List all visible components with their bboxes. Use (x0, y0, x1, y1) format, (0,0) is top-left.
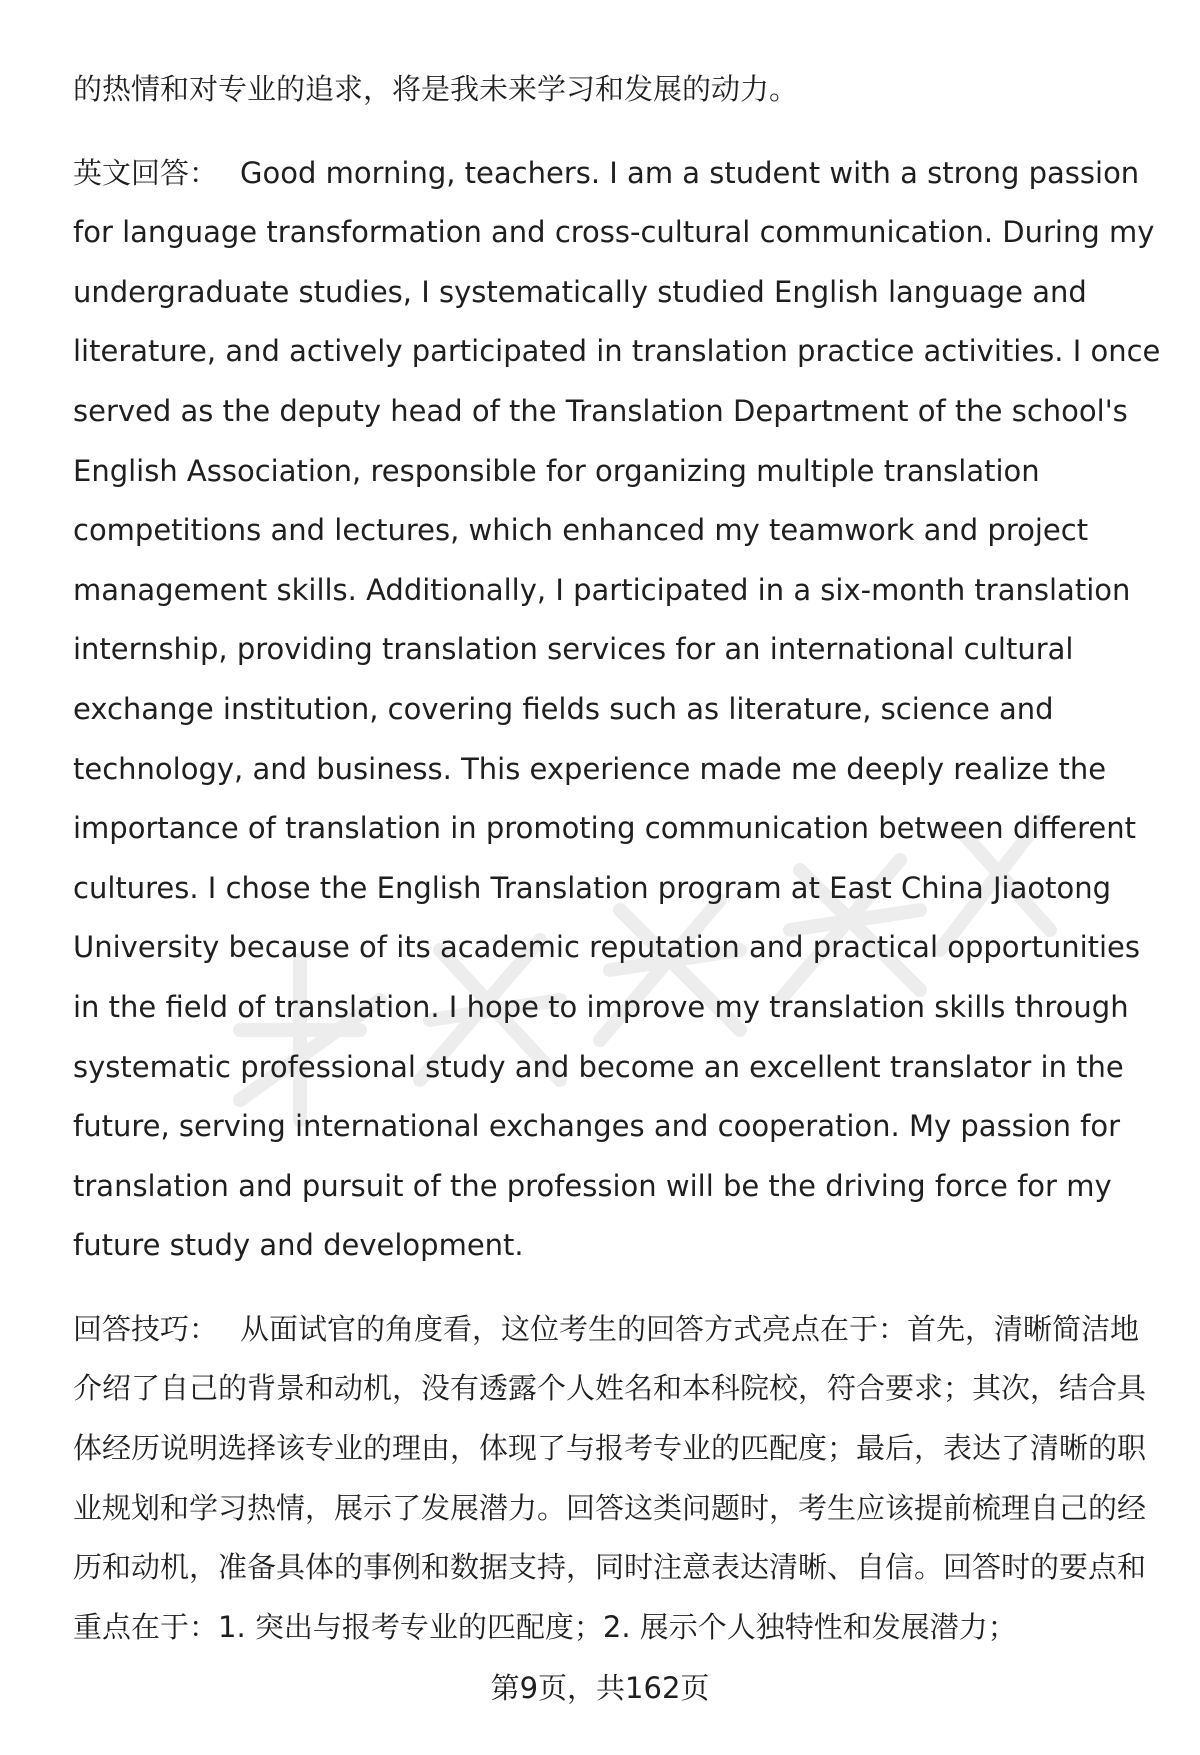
english-answer-paragraph (73, 144, 1163, 1276)
english-answer-label: 英文回答： (73, 155, 219, 190)
intro-tail-paragraph: 的热情和对专业的追求，将是我未来学习和发展的动力。 (73, 72, 799, 106)
english-answer-text: Good morning, teachers. I am a student with a strong passion for language transformation and cross-cultural communication. During my undergraduate studies, I systematically studied English language and literature, and actively participated in translation practice activities. I once served as the deputy head of the Translation Department of the school's English Association, responsible for organizing multiple translation competitions and lectures, which enhanced my teamwork and project management skills. Additionally, I participated in a six-month translation internship, providing translation services for an international cultural exchange institution, covering fields such as literature, science and technology, and business. This experience made me deeply realize the importance of translation in promoting communication between different cultures. I chose the English Translation program at East China Jiaotong University because of its academic reputation and practical opportunities in the field of translation. I hope to improve my translation skills through systematic professional study and become an excellent translator in the future, serving international exchanges and cooperation. My passion for translation and pursuit of the profession will be the driving force for my future study and development. (73, 155, 1161, 1263)
tips-label: 回答技巧： (73, 1311, 219, 1346)
tips-paragraph (73, 1300, 1163, 1658)
page-number: 第9页，共162页 (490, 1671, 710, 1705)
tips-text: 从面试官的角度看，这位考生的回答方式亮点在于：首先，清晰简洁地介绍了自己的背景和动机，没有透露个人姓名和本科院校，符合要求；其次，结合具体经历说明选择该专业的理由，体现了与报考专业的匹配度；最后，表达了清晰的职业规划和学习热情，展示了发展潜力。回答这类问题时，考生应该提前梳理自己的经历和动机，准备具体的事例和数据支持，同时注意表达清晰、自信。回答时的要点和重点在于：1. 突出与报考专业的匹配度；2. 展示个人独特性和发展潜力； (73, 1311, 1147, 1644)
document-body (73, 60, 1163, 1657)
